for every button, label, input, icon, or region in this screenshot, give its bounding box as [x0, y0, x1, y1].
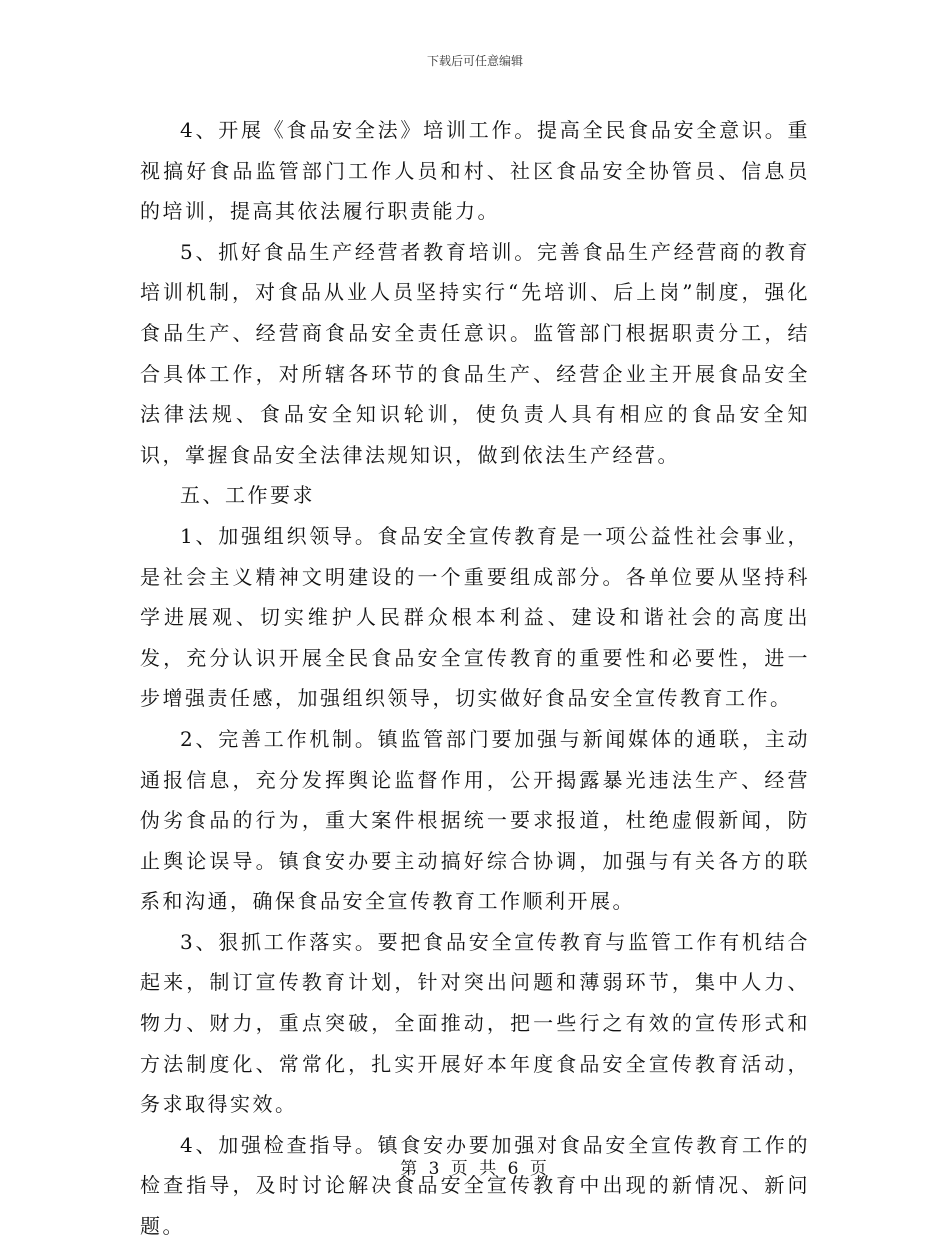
paragraph-implementation: 3、狠抓工作落实。要把食品安全宣传教育与监管工作有机结合起来，制订宣传教育计划，针对突出问题和薄弱环节，集中人力、物力、财力，重点突破，全面推动，把一些行之有效的宣传形式和方法制度化、常常化，扎实开展好本年度食品安全宣传教育活动，务求取得实效。	[140, 929, 810, 1117]
paragraph-work-mechanism: 2、完善工作机制。镇监管部门要加强与新闻媒体的通联，主动通报信息，充分发挥舆论监督作用，公开揭露暴光违法生产、经营伪劣食品的行为，重大案件根据统一要求报道，杜绝虚假新闻，防止舆论误导。镇食安办要主动搞好综合协调，加强与有关各方的联系和沟通，确保食品安全宣传教育工作顺利开展。	[140, 726, 810, 914]
document-body	[140, 110, 810, 1247]
paragraph-training-law: 4、开展《食品安全法》培训工作。提高全民食品安全意识。重视搞好食品监管部门工作人员和村、社区食品安全协管员、信息员的培训，提高其依法履行职责能力。	[140, 118, 810, 224]
header-note: 下载后可任意编辑	[426, 54, 523, 68]
paragraph-organization-leadership: 1、加强组织领导。食品安全宣传教育是一项公益性社会事业，是社会主义精神文明建设的一个重要组成部分。各单位要从坚持科学进展观、切实维护人民群众根本利益、建设和谐社会的高度出发，充分认识开展全民食品安全宣传教育的重要性和必要性，进一步增强责任感，加强组织领导，切实做好食品安全宣传教育工作。	[140, 523, 810, 711]
paragraph-inspection-guidance: 4、加强检查指导。镇食安办要加强对食品安全宣传教育工作的检查指导，及时讨论解决食品安全宣传教育中出现的新情况、新问题。	[140, 1132, 810, 1239]
paragraph-operator-training: 5、抓好食品生产经营者教育培训。完善食品生产经营商的教育培训机制，对食品从业人员坚持实行“先培训、后上岗”制度，强化食品生产、经营商食品安全责任意识。监管部门根据职责分工，结合具体工作，对所辖各环节的食品生产、经营企业主开展食品安全法律法规、食品安全知识轮训，使负责人具有相应的食品安全知识，掌握食品安全法律法规知识，做到依法生产经营。	[140, 239, 810, 467]
section-heading-work-requirements: 五、工作要求	[180, 483, 315, 508]
page-number-footer: 第 3 页 共 6 页	[400, 1159, 550, 1179]
